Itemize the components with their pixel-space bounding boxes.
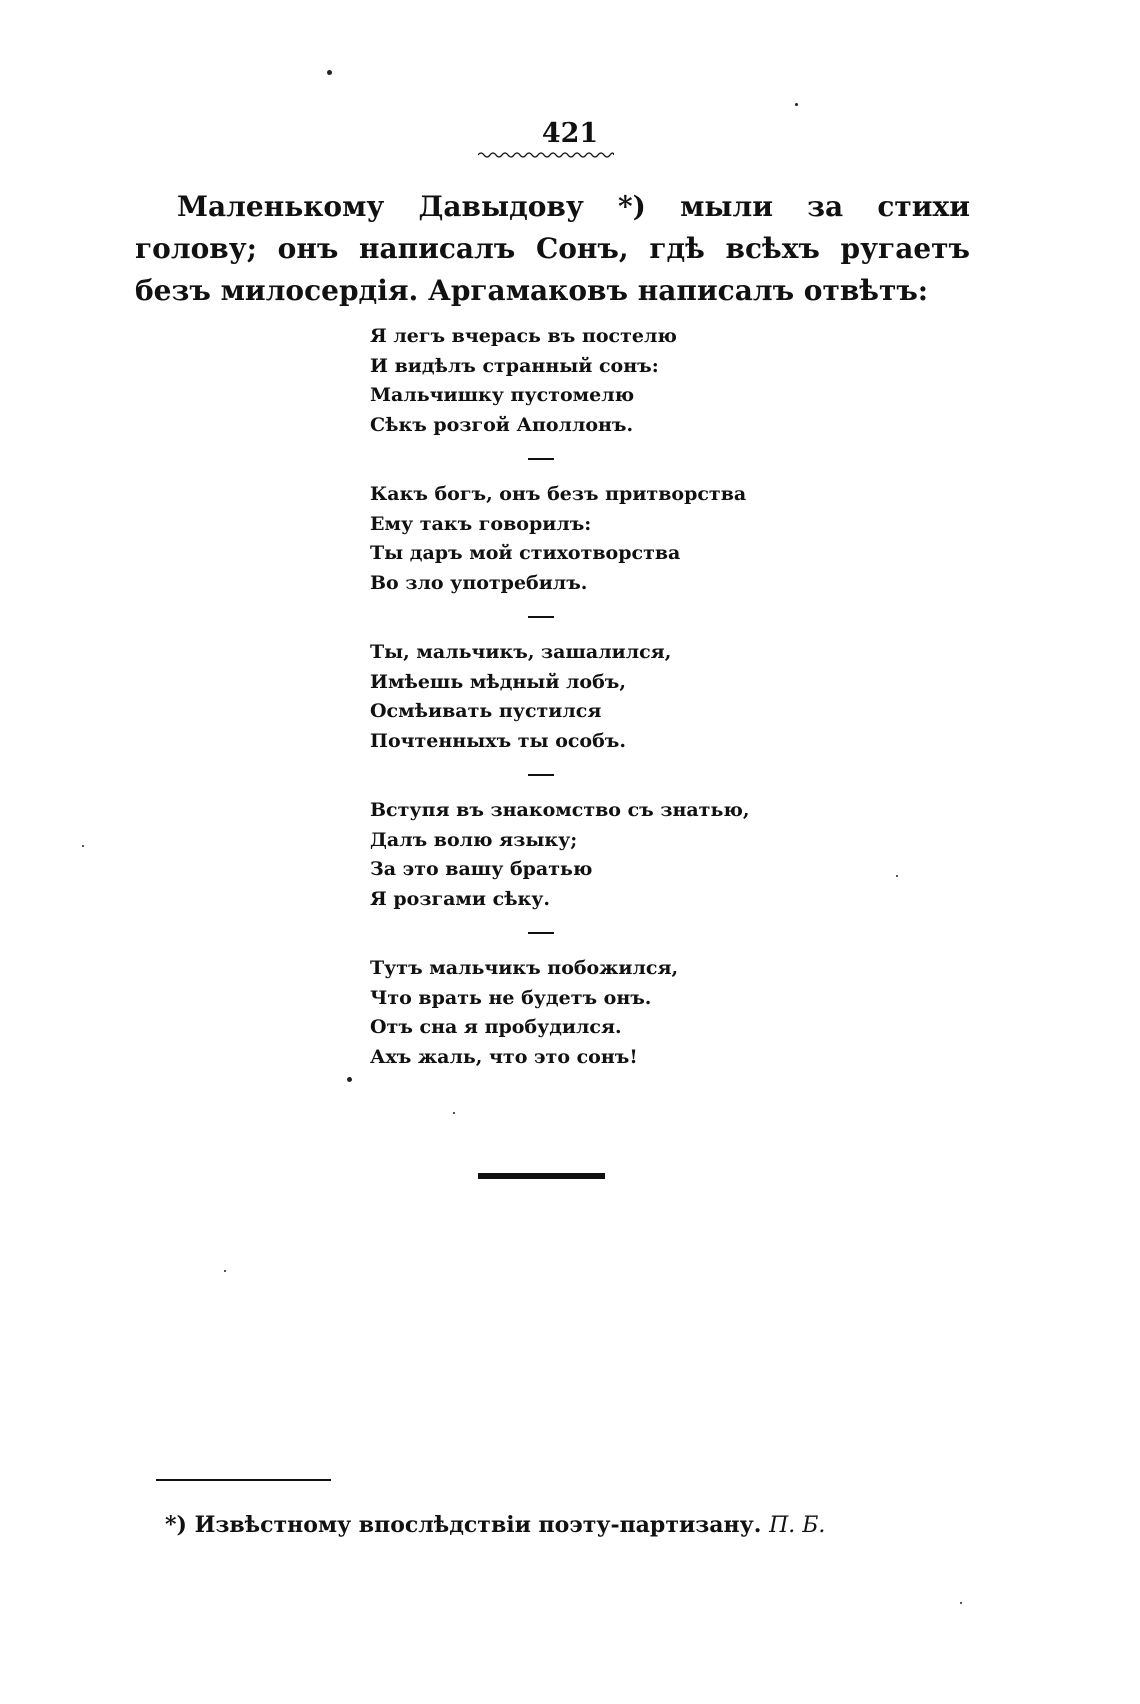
footnote-text: *) Извѣстному впослѣдствіи поэту-партизану.	[165, 1512, 762, 1538]
stanza-divider	[528, 458, 554, 460]
poem-line: Имѣешь мѣдный лобъ,	[370, 670, 626, 693]
scan-speck	[453, 1112, 455, 1114]
stanza-2	[370, 480, 790, 598]
intro-paragraph	[135, 186, 970, 312]
poem-line: Ты даръ мой стихотворства	[370, 542, 681, 564]
stanza-divider	[528, 774, 554, 776]
footnote-signature: П. Б.	[769, 1513, 826, 1538]
intro-text: Маленькому Давыдову *) мыли за стихи голову; онъ написалъ Сонъ, гдѣ всѣхъ ругаетъ безъ милосердія. Аргамаковъ написалъ отвѣтъ:	[135, 190, 970, 307]
scan-speck	[896, 875, 898, 877]
poem-line: Я розгами сѣку.	[370, 887, 551, 910]
poem-line: И видѣлъ странный сонъ:	[370, 354, 659, 377]
poem-line: Ему такъ говорилъ:	[370, 512, 592, 535]
poem-line: Вступя въ знакомство съ знатью,	[370, 799, 750, 821]
poem-line: За это вашу братью	[370, 858, 593, 880]
poem-line: Мальчишку пустомелю	[370, 384, 635, 406]
scan-speck	[960, 1602, 962, 1604]
wavy-rule	[478, 150, 614, 160]
stanza-4	[370, 796, 790, 914]
stanza-3	[370, 638, 790, 756]
poem-line: Отъ сна я пробудился.	[370, 1016, 622, 1038]
poem-line: Что врать не будетъ онъ.	[370, 986, 652, 1009]
poem-line: Во зло употребилъ.	[370, 571, 588, 594]
poem-line: Ты, мальчикъ, зашалился,	[370, 641, 672, 663]
stanza-5	[370, 954, 790, 1072]
stanza-1	[370, 322, 790, 440]
poem-line: Почтенныхъ ты особъ.	[370, 729, 626, 752]
poem-line: Сѣкъ розгой Аполлонъ.	[370, 413, 634, 436]
scan-speck	[224, 1270, 226, 1272]
poem	[370, 322, 790, 1072]
scan-speck	[82, 845, 84, 847]
stanza-divider	[528, 616, 554, 618]
end-rule	[478, 1173, 605, 1179]
poem-line: Далъ волю языку;	[370, 828, 578, 851]
stanza-divider	[528, 932, 554, 934]
page-number: 421	[541, 118, 599, 149]
poem-line: Осмѣивать пустился	[370, 700, 602, 722]
footnote-rule	[156, 1479, 331, 1481]
scan-speck	[327, 70, 332, 75]
footnote	[165, 1510, 825, 1541]
scan-speck	[347, 1077, 352, 1082]
poem-line: Какъ богъ, онъ безъ притворства	[370, 483, 747, 505]
scan-speck	[795, 103, 798, 106]
poem-line: Ахъ жаль, что это сонъ!	[370, 1045, 638, 1068]
poem-line: Тутъ мальчикъ побожился,	[370, 957, 679, 979]
poem-line: Я легъ вчерась въ постелю	[370, 325, 677, 347]
